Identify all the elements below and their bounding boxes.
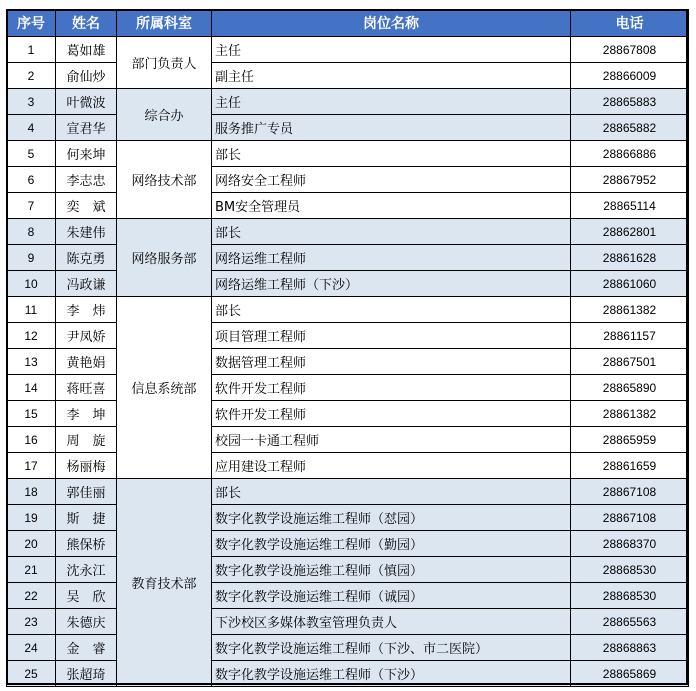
table-row [7,479,689,505]
row-number: 12 [7,323,56,349]
row-number: 10 [7,271,56,297]
post-title: 项目管理工程师 [212,323,571,349]
row-number: 23 [7,609,56,635]
phone-number: 28865869 [571,661,689,687]
row-number: 1 [7,37,56,63]
staff-name: 俞仙炒 [56,63,117,89]
table-row [7,583,689,609]
table-row [7,349,689,375]
row-number: 19 [7,505,56,531]
table-row [7,89,689,115]
post-title: 网络运维工程师（下沙） [212,271,571,297]
staff-name: 金 睿 [56,635,117,661]
table-row [7,609,689,635]
table-row [7,245,689,271]
post-title: 应用建设工程师 [212,453,571,479]
post-title: 软件开发工程师 [212,401,571,427]
table-row [7,557,689,583]
table-row [7,375,689,401]
department-cell: 教育技术部 [117,479,212,687]
post-title: 校园一卡通工程师 [212,427,571,453]
post-title: 数据管理工程师 [212,349,571,375]
staff-name: 黄艳娟 [56,349,117,375]
table-row [7,427,689,453]
table-row [7,401,689,427]
row-number: 5 [7,141,56,167]
staff-name: 李 炜 [56,297,117,323]
staff-name: 杨丽梅 [56,453,117,479]
phone-number: 28865114 [571,193,689,219]
post-title: 数字化教学设施运维工程师（下沙、市二医院） [212,635,571,661]
staff-name: 吴 欣 [56,583,117,609]
staff-name: 斯 捷 [56,505,117,531]
phone-number: 28866009 [571,63,689,89]
phone-number: 28862801 [571,219,689,245]
phone-number: 28867952 [571,167,689,193]
staff-name: 周 旋 [56,427,117,453]
staff-name: 冯政谦 [56,271,117,297]
header-tel: 电话 [571,10,689,37]
table-body [7,37,689,687]
row-number: 11 [7,297,56,323]
post-title: 网络运维工程师 [212,245,571,271]
post-title: 软件开发工程师 [212,375,571,401]
phone-number: 28861060 [571,271,689,297]
table-row [7,37,689,63]
header-post: 岗位名称 [212,10,571,37]
post-title: 数字化教学设施运维工程师（下沙） [212,661,571,687]
phone-number: 28865883 [571,89,689,115]
department-cell: 信息系统部 [117,297,212,479]
row-number: 22 [7,583,56,609]
table-row [7,141,689,167]
phone-number: 28866886 [571,141,689,167]
phone-number: 28861382 [571,401,689,427]
row-number: 17 [7,453,56,479]
phone-number: 28861659 [571,453,689,479]
table-row [7,453,689,479]
department-cell: 网络技术部 [117,141,212,219]
staff-name: 陈克勇 [56,245,117,271]
table-row [7,531,689,557]
row-number: 2 [7,63,56,89]
post-title: 数字化教学设施运维工程师（勤园） [212,531,571,557]
phone-number: 28867501 [571,349,689,375]
table-row [7,167,689,193]
table-row [7,193,689,219]
table-row [7,635,689,661]
staff-name: 尹凤娇 [56,323,117,349]
post-title: 副主任 [212,63,571,89]
phone-number: 28861157 [571,323,689,349]
staff-name: 奕 斌 [56,193,117,219]
staff-name: 葛如雄 [56,37,117,63]
row-number: 25 [7,661,56,687]
department-cell: 综合办 [117,89,212,141]
post-title: 数字化教学设施运维工程师（慎园） [212,557,571,583]
phone-number: 28865959 [571,427,689,453]
row-number: 13 [7,349,56,375]
post-title: 服务推广专员 [212,115,571,141]
staff-name: 李 坤 [56,401,117,427]
staff-name: 朱建伟 [56,219,117,245]
row-number: 24 [7,635,56,661]
row-number: 15 [7,401,56,427]
staff-name: 何来坤 [56,141,117,167]
staff-name: 叶微波 [56,89,117,115]
header-name: 姓名 [56,10,117,37]
phone-number: 28868863 [571,635,689,661]
department-cell: 部门负责人 [117,37,212,89]
table-row [7,661,689,687]
phone-number: 28861382 [571,297,689,323]
row-number: 6 [7,167,56,193]
table-row [7,271,689,297]
table-row [7,63,689,89]
row-number: 16 [7,427,56,453]
phone-number: 28867108 [571,505,689,531]
table-row [7,297,689,323]
post-title: 主任 [212,37,571,63]
phone-number: 28868370 [571,531,689,557]
post-title: 数字化教学设施运维工程师（诚园） [212,583,571,609]
post-title: 数字化教学设施运维工程师（怼园） [212,505,571,531]
post-title: BM安全管理员 [212,193,571,219]
post-title: 部长 [212,479,571,505]
post-title: 部长 [212,141,571,167]
header-row [7,10,689,37]
post-title: 部长 [212,297,571,323]
staff-name: 沈永江 [56,557,117,583]
row-number: 8 [7,219,56,245]
row-number: 3 [7,89,56,115]
row-number: 9 [7,245,56,271]
row-number: 18 [7,479,56,505]
phone-number: 28868530 [571,557,689,583]
post-title: 主任 [212,89,571,115]
row-number: 4 [7,115,56,141]
table-row [7,323,689,349]
phone-number: 28865882 [571,115,689,141]
staff-name: 张超琦 [56,661,117,687]
header-dept: 所属科室 [117,10,212,37]
row-number: 7 [7,193,56,219]
post-title: 网络安全工程师 [212,167,571,193]
row-number: 14 [7,375,56,401]
row-number: 21 [7,557,56,583]
staff-name: 郭佳丽 [56,479,117,505]
table-row [7,115,689,141]
staff-name: 熊保桥 [56,531,117,557]
row-number: 20 [7,531,56,557]
phone-number: 28867808 [571,37,689,63]
staff-name: 蒋旺喜 [56,375,117,401]
staff-name: 宣君华 [56,115,117,141]
department-cell: 网络服务部 [117,219,212,297]
staff-name: 李志忠 [56,167,117,193]
table-row [7,219,689,245]
table-row [7,505,689,531]
phone-number: 28865890 [571,375,689,401]
phone-number: 28865563 [571,609,689,635]
phone-number: 28867108 [571,479,689,505]
post-title: 下沙校区多媒体教室管理负责人 [212,609,571,635]
phone-number: 28861628 [571,245,689,271]
post-title: 部长 [212,219,571,245]
staff-name: 朱德庆 [56,609,117,635]
phone-number: 28868530 [571,583,689,609]
staff-directory-table [6,9,689,687]
header-no: 序号 [7,10,56,37]
